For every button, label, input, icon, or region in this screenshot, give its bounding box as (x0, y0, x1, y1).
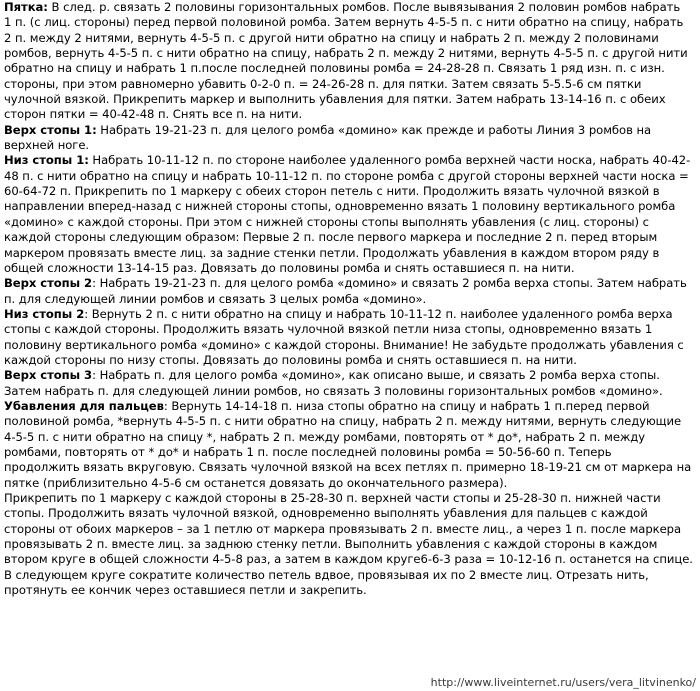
line-text: : Набрать 19-21-23 п. для целого ромба «домино» и связать 2 ромба верха стопы. Затем набрать (92, 276, 687, 291)
text-line (4, 138, 694, 153)
line-text: направлении вперед-назад с нижней стороны стопы, одновременно вязать 1 половину вертикального ромба (4, 199, 676, 214)
text-line (4, 0, 694, 15)
text-line (4, 123, 694, 138)
text-line (4, 107, 694, 122)
line-text: Прикрепить по 1 маркеру с каждой стороны в 25-28-30 п. верхней части стопы и 25-28-30 п. нижней части (4, 491, 661, 505)
line-text: протянуть ее кончик через оставшиеся петли и закрепить. (4, 583, 367, 598)
text-line (4, 15, 694, 30)
text-line (4, 399, 694, 414)
line-text: В след. р. связать 2 половины горизонтальных ромбов. После вывязывания 2 половин ромбов набрать (47, 0, 681, 14)
line-text: половиной ромба, *вернуть 4-5-5 п. с нити обратно на спицу, набрать 2 п. между нитями, вернуть следующие (4, 414, 682, 429)
text-line (4, 552, 694, 567)
text-line (4, 460, 694, 475)
text-line (4, 77, 694, 92)
text-line (4, 276, 694, 291)
section-heading: Верх стопы 2 (4, 276, 93, 291)
line-text: стопы с каждой стороны. Продолжить вязать чулочной вязкой петли низа стопы, одновременно вязать 1 (4, 322, 653, 337)
text-line (4, 292, 694, 307)
line-text: втором круге в общей сложности 4-5-8 раз, а затем в каждом круге6-6-3 раза = 10-12-16 п. останется на спице. (4, 552, 693, 567)
line-text: стороны, при этом равномерно убавить 0-2-0 п. = 24-26-28 п. для пятки. Затем связать 5-5.5-6 см пятки (4, 76, 642, 91)
line-text: сторон пятки = 40-42-48 п. Снять все п. на нити. (4, 107, 303, 122)
text-line (4, 246, 694, 261)
knitting-instructions (4, 0, 694, 598)
section-heading: Низ стопы 2 (4, 306, 85, 321)
line-text: каждой стороны следующим образом: Первые 2 п. после первого маркера и последние 2 п. перед вторым (4, 230, 658, 245)
text-line (4, 414, 694, 429)
text-line (4, 169, 694, 184)
text-line (4, 261, 694, 276)
text-line (4, 322, 694, 337)
line-text: маркером провязать вместе лиц. за задние стенки петли. Продолжать убавления в каждом втором ряду в (4, 245, 660, 260)
text-line (4, 153, 694, 168)
line-text: Набрать 19-21-23 п. для целого ромба «домино» как прежде и работы Линия 3 ромбов на (96, 122, 652, 137)
line-text: : Набрать п. для целого ромба «домино», как описано выше, и связать 2 ромба верха стопы. (92, 368, 660, 383)
line-text: 2 п. между 2 нитями, вернуть 4-5-5 п. с другой нити обратно на спицу и набрать 2 п. между 2 половинами (4, 30, 659, 45)
line-text: общей сложности 13-14-15 раз. Довязать до половины ромба и снять оставшиеся п. на нити. (4, 260, 575, 275)
line-text: пятке (приблизительно 4-5-6 см останется довязать до окончательного размера). (4, 475, 508, 490)
section-heading: Убавления для пальцев (4, 398, 164, 413)
line-text: Набрать 10-11-12 п. по стороне наиболее удаленного ромба верхней части носка, набрать 40-42- (88, 153, 691, 168)
line-text: «домино» с каждой стороны. При этом с нижней стороны стопы выполнять убавления (с лиц. стороны) с (4, 214, 649, 229)
text-line (4, 445, 694, 460)
text-line (4, 353, 694, 368)
text-line (4, 583, 694, 598)
line-text: каждой стороны по низу стопы. Довязать до половины ромба и снять оставшиеся п. на нити. (4, 352, 577, 367)
line-text: продолжить вязать вкруговую. Связать чулочной вязкой на всех петлях п. примерно 18-19-21 см от маркера на (4, 460, 692, 475)
line-text: 60-64-72 п. Прикрепить по 1 маркеру с обеих сторон петель с нити. Продолжить вязать чулочной вязкой в (4, 184, 660, 199)
line-text: обратно на спицу и набрать 1 п.после последней половины ромба = 24-28-28 п. Связать 1 ряд изн. п. с изн. (4, 61, 665, 76)
text-line (4, 338, 694, 353)
source-url-watermark: http://www.liveinternet.ru/users/vera_litvinenko/ (430, 676, 696, 689)
line-text: стопы. Продолжить вязать чулочной вязкой, одновременно выполнять убавления для пальцев с каждой (4, 506, 648, 521)
line-text: верхней ноге. (4, 138, 90, 153)
text-line (4, 31, 694, 46)
text-line (4, 215, 694, 230)
line-text: провязывать 2 п. вместе лиц. за заднюю стенку петли. Выполнить убавления с каждой стороны в каждом (4, 537, 658, 552)
line-text: 4-5-5 п. с нити обратно на спицу *, набрать 2 п. между ромбами, повторять от * до*, набрать 2 п. между (4, 429, 646, 444)
text-line (4, 184, 694, 199)
text-line (4, 368, 694, 383)
text-line (4, 506, 694, 521)
text-line (4, 430, 694, 445)
line-text: В следующем круге сократите количество петель вдвое, провязывая их по 2 вместе лиц. Отрезать нить, (4, 567, 649, 582)
line-text: 48 п. с нити обратно на спицу и набрать 10-11-12 п. по стороне ромба с другой стороны верхней части носка = (4, 168, 689, 183)
text-line (4, 384, 694, 399)
text-line (4, 491, 694, 506)
text-line (4, 61, 694, 76)
text-line (4, 230, 694, 245)
text-line (4, 522, 694, 537)
section-heading: Пятка: (4, 0, 48, 14)
text-line (4, 199, 694, 214)
line-text: стороны от обоих маркеров – за 1 петлю от маркера провязывать 2 п. вместе лиц., а через 1 п. после маркера (4, 521, 682, 536)
line-text: 1 п. (с лиц. стороны) перед первой половиной ромба. Затем вернуть 4-5-5 п. с нити обратно на спицу, набрать (4, 15, 684, 30)
section-heading: Верх стопы 3 (4, 368, 93, 383)
line-text: : Вернуть 14-14-18 п. низа стопы обратно на спицу и набрать 1 п.перед первой (163, 398, 650, 413)
line-text: Затем набрать п. для следующей линии ромбов, но связать 3 половины горизонтальных ромбов «домино». (4, 383, 663, 398)
line-text: половину вертикального ромба «домино» с каждой стороны. Внимание! Не забудьте продолжать убавления с (4, 337, 684, 352)
text-line (4, 476, 694, 491)
text-line (4, 537, 694, 552)
text-line (4, 568, 694, 583)
section-heading: Низ стопы 1: (4, 153, 89, 168)
text-line (4, 92, 694, 107)
line-text: чулочной вязкой. Прикрепить маркер и выполнить убавления для пятки. Затем набрать 13-14-16 п. с обеих (4, 92, 666, 107)
text-line (4, 46, 694, 61)
line-text: п. для следующей линии ромбов и связать 3 целых ромба «домино». (4, 291, 427, 306)
line-text: ромбами, повторять от * до* и набрать 1 п. после последней половины ромба = 50-56-60 п. Теперь (4, 444, 612, 459)
text-line (4, 307, 694, 322)
line-text: ромбов, вернуть 4-5-5 п. с нити обратно на спицу, набрать 2 п. между 2 нитями, вернуть 4-5-5 п. с другой нити (4, 46, 688, 61)
line-text: : Вернуть 2 п. с нити обратно на спицу и набрать 10-11-12 п. наиболее удаленного ромба верха (84, 306, 673, 321)
section-heading: Верх стопы 1: (4, 122, 97, 137)
